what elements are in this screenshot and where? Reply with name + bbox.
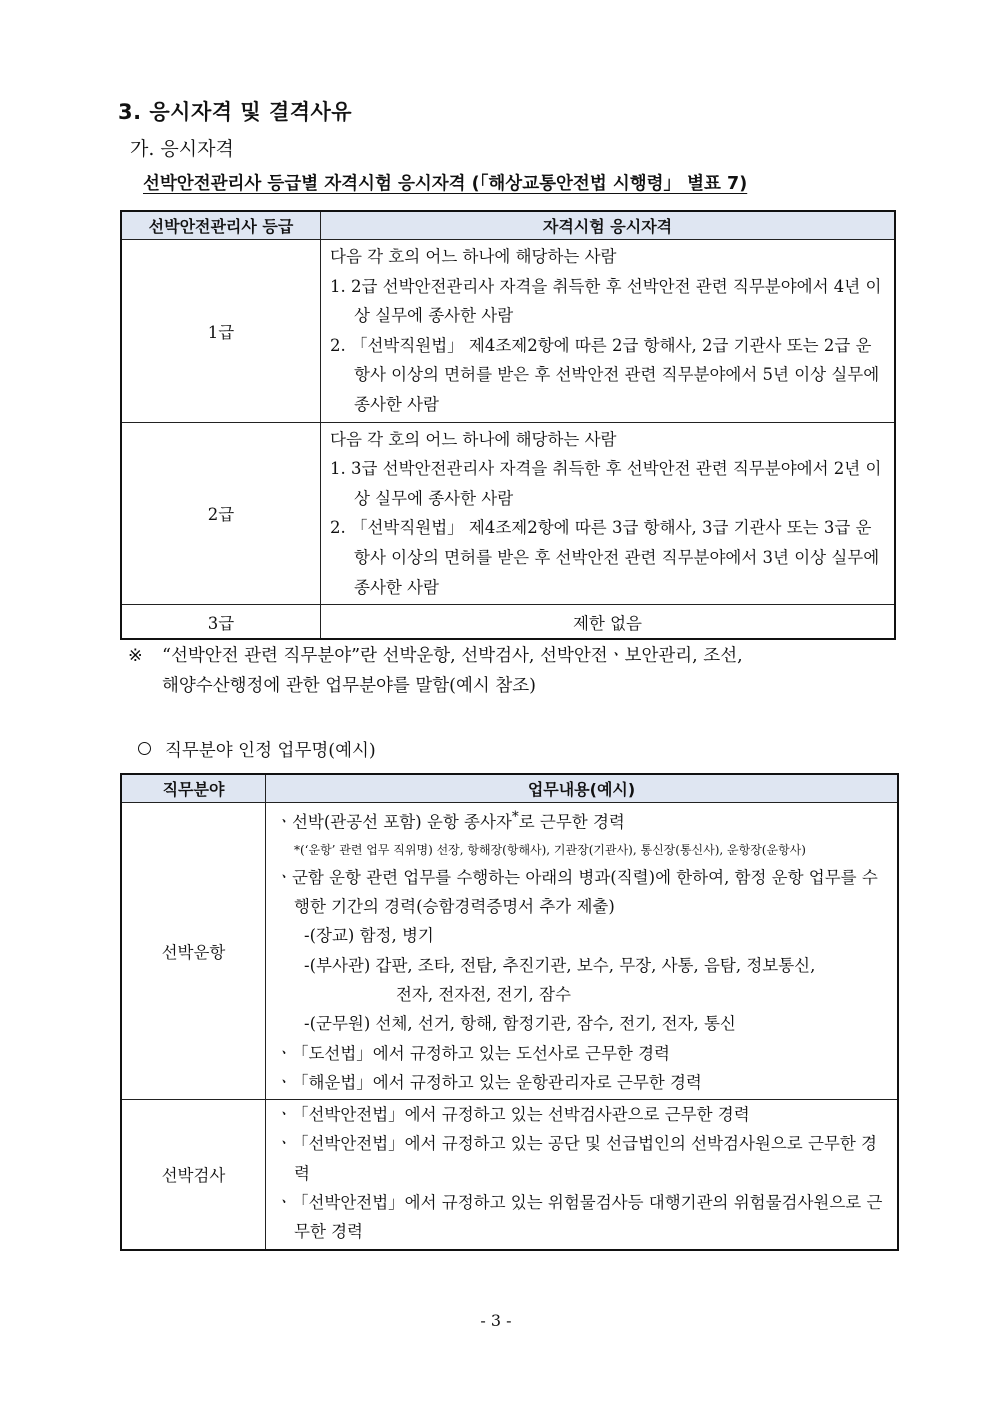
grade-cell: 2급 [121,422,321,605]
qualification-table [120,210,896,640]
footnote-small: *(‘운항’ 관련 업무 직위명) 선장, 항해장(항해사), 기관장(기관사), 통신장(통신사), 운항장(운항사) [294,842,806,857]
grade-cell: 1급 [121,240,321,423]
grade-cell: 3급 [121,605,321,640]
table-row [121,1100,898,1250]
requirement-cell [321,422,896,605]
requirement-item: 2. 「선박직원법」 제4조제2항에 따른 3급 항해사, 3급 기관사 또는 3급 운항사 이상의 면허를 받은 후 선박안전 관련 직무분야에서 3년 이상 실무에 종사한 사람 [330,518,880,597]
asterisk-mark: * [511,809,519,825]
requirement-item: 2. 「선박직원법」 제4조제2항에 따른 2급 항해사, 2급 기관사 또는 2급 운항사 이상의 면허를 받은 후 선박안전 관련 직무분야에서 5년 이상 실무에 종사한 사람 [330,335,880,414]
sub-item: -(군무원) 선체, 선거, 항해, 함정기관, 잠수, 전기, 전자, 통신 [304,1014,736,1034]
list-item: ㆍ「선박안전법」에서 규정하고 있는 공단 및 선급법인의 선박검사원으로 근무한 경력 [276,1134,877,1183]
content-cell [266,1100,899,1250]
table-row [121,605,895,640]
header-field: 직무분야 [121,774,266,803]
header-grade: 선박안전관리사 등급 [121,211,321,240]
subsection-heading: 가. 응시자격 [130,138,234,160]
table-header-row [121,774,898,803]
header-content: 업무내용(예시) [266,774,899,803]
requirement-item: 1. 3급 선박안전관리사 자격을 취득한 후 선박안전 관련 직무분야에서 2년 이상 실무에 종사한 사람 [330,459,882,508]
header-requirement: 자격시험 응시자격 [321,211,896,240]
duty-field-table [120,773,899,1251]
sub-item: -(부사관) 갑판, 조타, 전탐, 추진기관, 보수, 무장, 사통, 음탐, 정보통신, [304,955,816,975]
list-item: ㆍ군함 운항 관련 업무를 수행하는 아래의 병과(직렬)에 한하여, 함정 운항 업무를 수행한 기간의 경력(승함경력증명서 추가 제출) [276,867,878,917]
list-item: ㆍ「도선법」에서 규정하고 있는 도선사로 근무한 경력 [276,1043,670,1063]
example-heading [138,737,376,762]
list-item-text: 로 근무한 경력 [518,812,625,832]
list-item: ㆍ「선박안전법」에서 규정하고 있는 선박검사관으로 근무한 경력 [276,1105,750,1125]
table-caption: 선박안전관리사 등급별 자격시험 응시자격 (「해상교통안전법 시행령」 별표 7) [143,174,748,194]
page-number: - 3 - [480,1311,512,1330]
sub-item-continued: 전자, 전자전, 전기, 잠수 [396,984,571,1004]
requirement-cell [321,240,896,423]
list-item: ㆍ「해운법」에서 규정하고 있는 운항관리자로 근무한 경력 [276,1072,702,1092]
requirement-item: 1. 2급 선박안전관리사 자격을 취득한 후 선박안전 관련 직무분야에서 4년 이상 실무에 종사한 사람 [330,276,882,326]
requirement-line: 다음 각 호의 어느 하나에 해당하는 사람 [330,247,617,266]
sub-item: -(장교) 함정, 병기 [304,926,434,946]
footnote [128,641,906,701]
list-item [276,803,889,837]
list-item-text: ㆍ선박(관공선 포함) 운항 종사자 [276,812,512,832]
field-cell: 선박검사 [121,1100,266,1250]
example-heading-text: 직무분야 인정 업무명(예시) [165,741,376,761]
section-heading: 3. 응시자격 및 결격사유 [118,100,353,124]
table-header-row [121,211,895,240]
content-cell [266,803,899,1100]
footnote-text-continued: 해양수산행정에 관한 업무분야를 말함(예시 참조) [162,676,537,696]
circle-bullet-icon [138,742,151,755]
table-row [121,803,898,1100]
requirement-cell: 제한 없음 [321,605,896,640]
reference-mark: ※ [128,646,143,666]
footnote-text: “선박안전 관련 직무분야”란 선박운항, 선박검사, 선박안전ㆍ보안관리, 조선, [162,646,743,666]
requirement-line: 다음 각 호의 어느 하나에 해당하는 사람 [330,429,617,449]
table-row [121,240,895,423]
field-cell: 선박운항 [121,803,266,1100]
table-row [121,422,895,605]
list-item: ㆍ「선박안전법」에서 규정하고 있는 위험물검사등 대행기관의 위험물검사원으로 근무한 경력 [276,1193,883,1242]
